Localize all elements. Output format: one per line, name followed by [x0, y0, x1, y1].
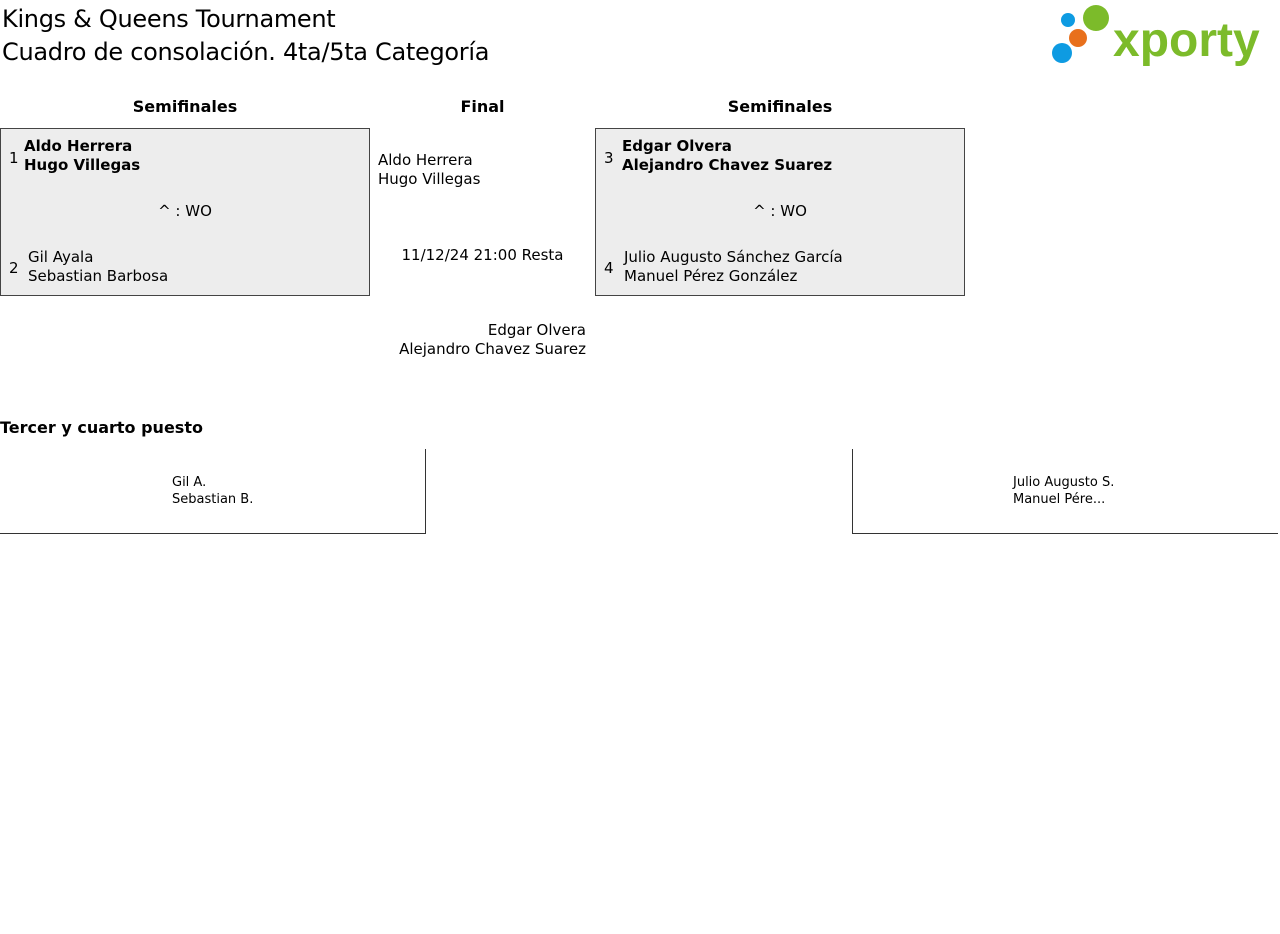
third-place-left-connector — [425, 449, 426, 534]
player-name: Edgar Olvera — [622, 137, 732, 155]
final-team-b — [370, 321, 586, 359]
right-semifinal-match[interactable] — [595, 128, 965, 296]
third-place-left-team — [172, 474, 253, 508]
player-name: Sebastian B. — [172, 492, 254, 507]
player-name: Gil A. — [172, 475, 207, 490]
tournament-name: Kings & Queens Tournament — [2, 5, 336, 33]
player-name: Alejandro Chavez Suarez — [399, 340, 586, 358]
player-name: Manuel Pérez González — [624, 267, 798, 285]
seed-number: 2 — [9, 259, 19, 277]
top-team — [24, 137, 140, 175]
draw-name: Cuadro de consolación. 4ta/5ta Categoría — [2, 38, 490, 66]
third-place-right-connector — [852, 449, 853, 534]
player-name: Sebastian Barbosa — [28, 267, 169, 285]
third-place-right-line — [852, 533, 1278, 534]
player-name: Julio Augusto S. — [1013, 475, 1115, 490]
third-place-left-line — [0, 533, 426, 534]
xporty-logo-icon — [1050, 4, 1278, 68]
xporty-logo — [1050, 4, 1278, 68]
match-result: ^ : WO — [753, 202, 807, 220]
player-name: Hugo Villegas — [378, 170, 481, 188]
left-semifinal-heading: Semifinales — [132, 97, 238, 116]
final-team-a — [378, 151, 480, 189]
player-name: Edgar Olvera — [487, 321, 586, 339]
seed-number: 1 — [9, 149, 19, 167]
match-result: ^ : WO — [158, 202, 212, 220]
player-name: Gil Ayala — [28, 248, 94, 266]
bottom-team — [28, 248, 168, 286]
final-heading: Final — [460, 97, 505, 116]
player-name: Hugo Villegas — [24, 156, 141, 174]
player-name: Julio Augusto Sánchez García — [624, 248, 843, 266]
right-semifinal-heading: Semifinales — [727, 97, 833, 116]
logo-text: xporty — [1113, 14, 1260, 67]
third-place-heading: Tercer y cuarto puesto — [0, 418, 203, 437]
seed-number: 4 — [604, 259, 614, 277]
seed-number: 3 — [604, 149, 614, 167]
bottom-team — [624, 248, 843, 286]
page-title — [2, 3, 489, 69]
player-name: Alejandro Chavez Suarez — [622, 156, 833, 174]
player-name: Aldo Herrera — [378, 151, 473, 169]
top-team — [622, 137, 832, 175]
third-place-right-team — [1013, 474, 1114, 508]
final-schedule: 11/12/24 21:00 Resta — [401, 246, 564, 264]
player-name: Manuel Pére... — [1013, 492, 1106, 507]
left-semifinal-match[interactable] — [0, 128, 370, 296]
player-name: Aldo Herrera — [24, 137, 133, 155]
